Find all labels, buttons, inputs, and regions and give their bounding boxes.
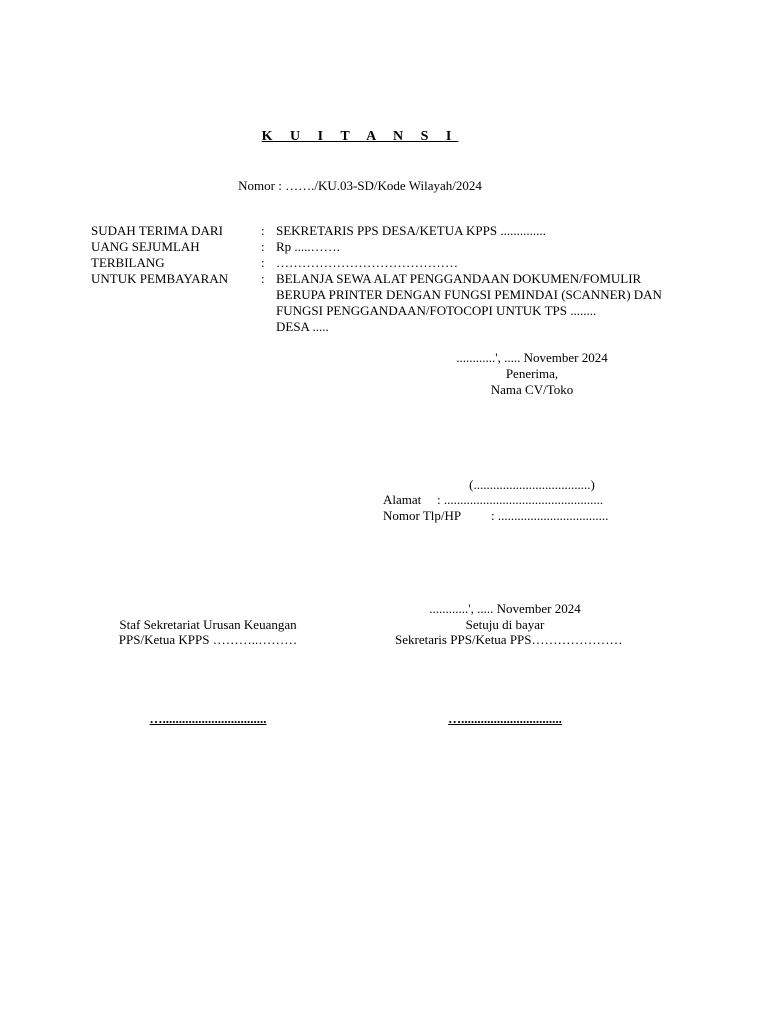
staff-signature: …................................: [149, 711, 267, 726]
approver-title: Sekretaris PPS/Ketua PPS…………………: [395, 632, 623, 647]
field-label-payment-for: UNTUK PEMBAYARAN: [91, 271, 229, 286]
address-value: : .................................................: [437, 492, 604, 507]
field-value-in-words: ……………………………………: [276, 255, 458, 270]
field-label-amount: UANG SEJUMLAH: [91, 239, 200, 254]
approver-date: ............', ..... November 2024: [429, 601, 581, 616]
payment-line: BELANJA SEWA ALAT PENGGANDAAN DOKUMEN/FOMULIR: [276, 271, 642, 286]
document-number: Nomor : ……./KU.03-SD/Kode Wilayah/2024: [238, 178, 482, 193]
field-value-received-from: SEKRETARIS PPS DESA/KETUA KPPS ..............: [276, 223, 546, 238]
staff-title-line1: Staf Sekretariat Urusan Keuangan: [119, 617, 297, 632]
field-colon: :: [261, 271, 265, 286]
receiver-signature: (....................................): [469, 477, 595, 492]
receiver-role: Penerima,: [505, 366, 559, 381]
field-label-received-from: SUDAH TERIMA DARI: [91, 223, 223, 238]
payment-line: BERUPA PRINTER DENGAN FUNGSI PEMINDAI (SCANNER) DAN: [276, 287, 662, 302]
phone-value: : ..................................: [491, 508, 609, 523]
receiver-name: Nama CV/Toko: [490, 382, 574, 397]
staff-title-line2: PPS/Ketua KPPS ………..………: [118, 632, 298, 647]
payment-line: FUNGSI PENGGANDAAN/FOTOCOPI UNTUK TPS ........: [276, 303, 597, 318]
phone-label: Nomor Tlp/HP: [383, 508, 462, 523]
approver-role: Setuju di bayar: [465, 617, 545, 632]
approver-signature: …...............................: [448, 711, 562, 726]
document-title: K U I T A N S I: [261, 129, 459, 144]
receiver-date: ............', ..... November 2024: [456, 350, 608, 365]
payment-line: DESA .....: [276, 319, 329, 334]
address-label: Alamat: [383, 492, 422, 507]
field-label-in-words: TERBILANG: [91, 255, 165, 270]
field-colon: :: [261, 239, 265, 254]
field-colon: :: [261, 255, 265, 270]
payment-description: [276, 271, 676, 335]
field-value-amount: Rp .....…….: [276, 239, 340, 254]
field-colon: :: [261, 223, 265, 238]
